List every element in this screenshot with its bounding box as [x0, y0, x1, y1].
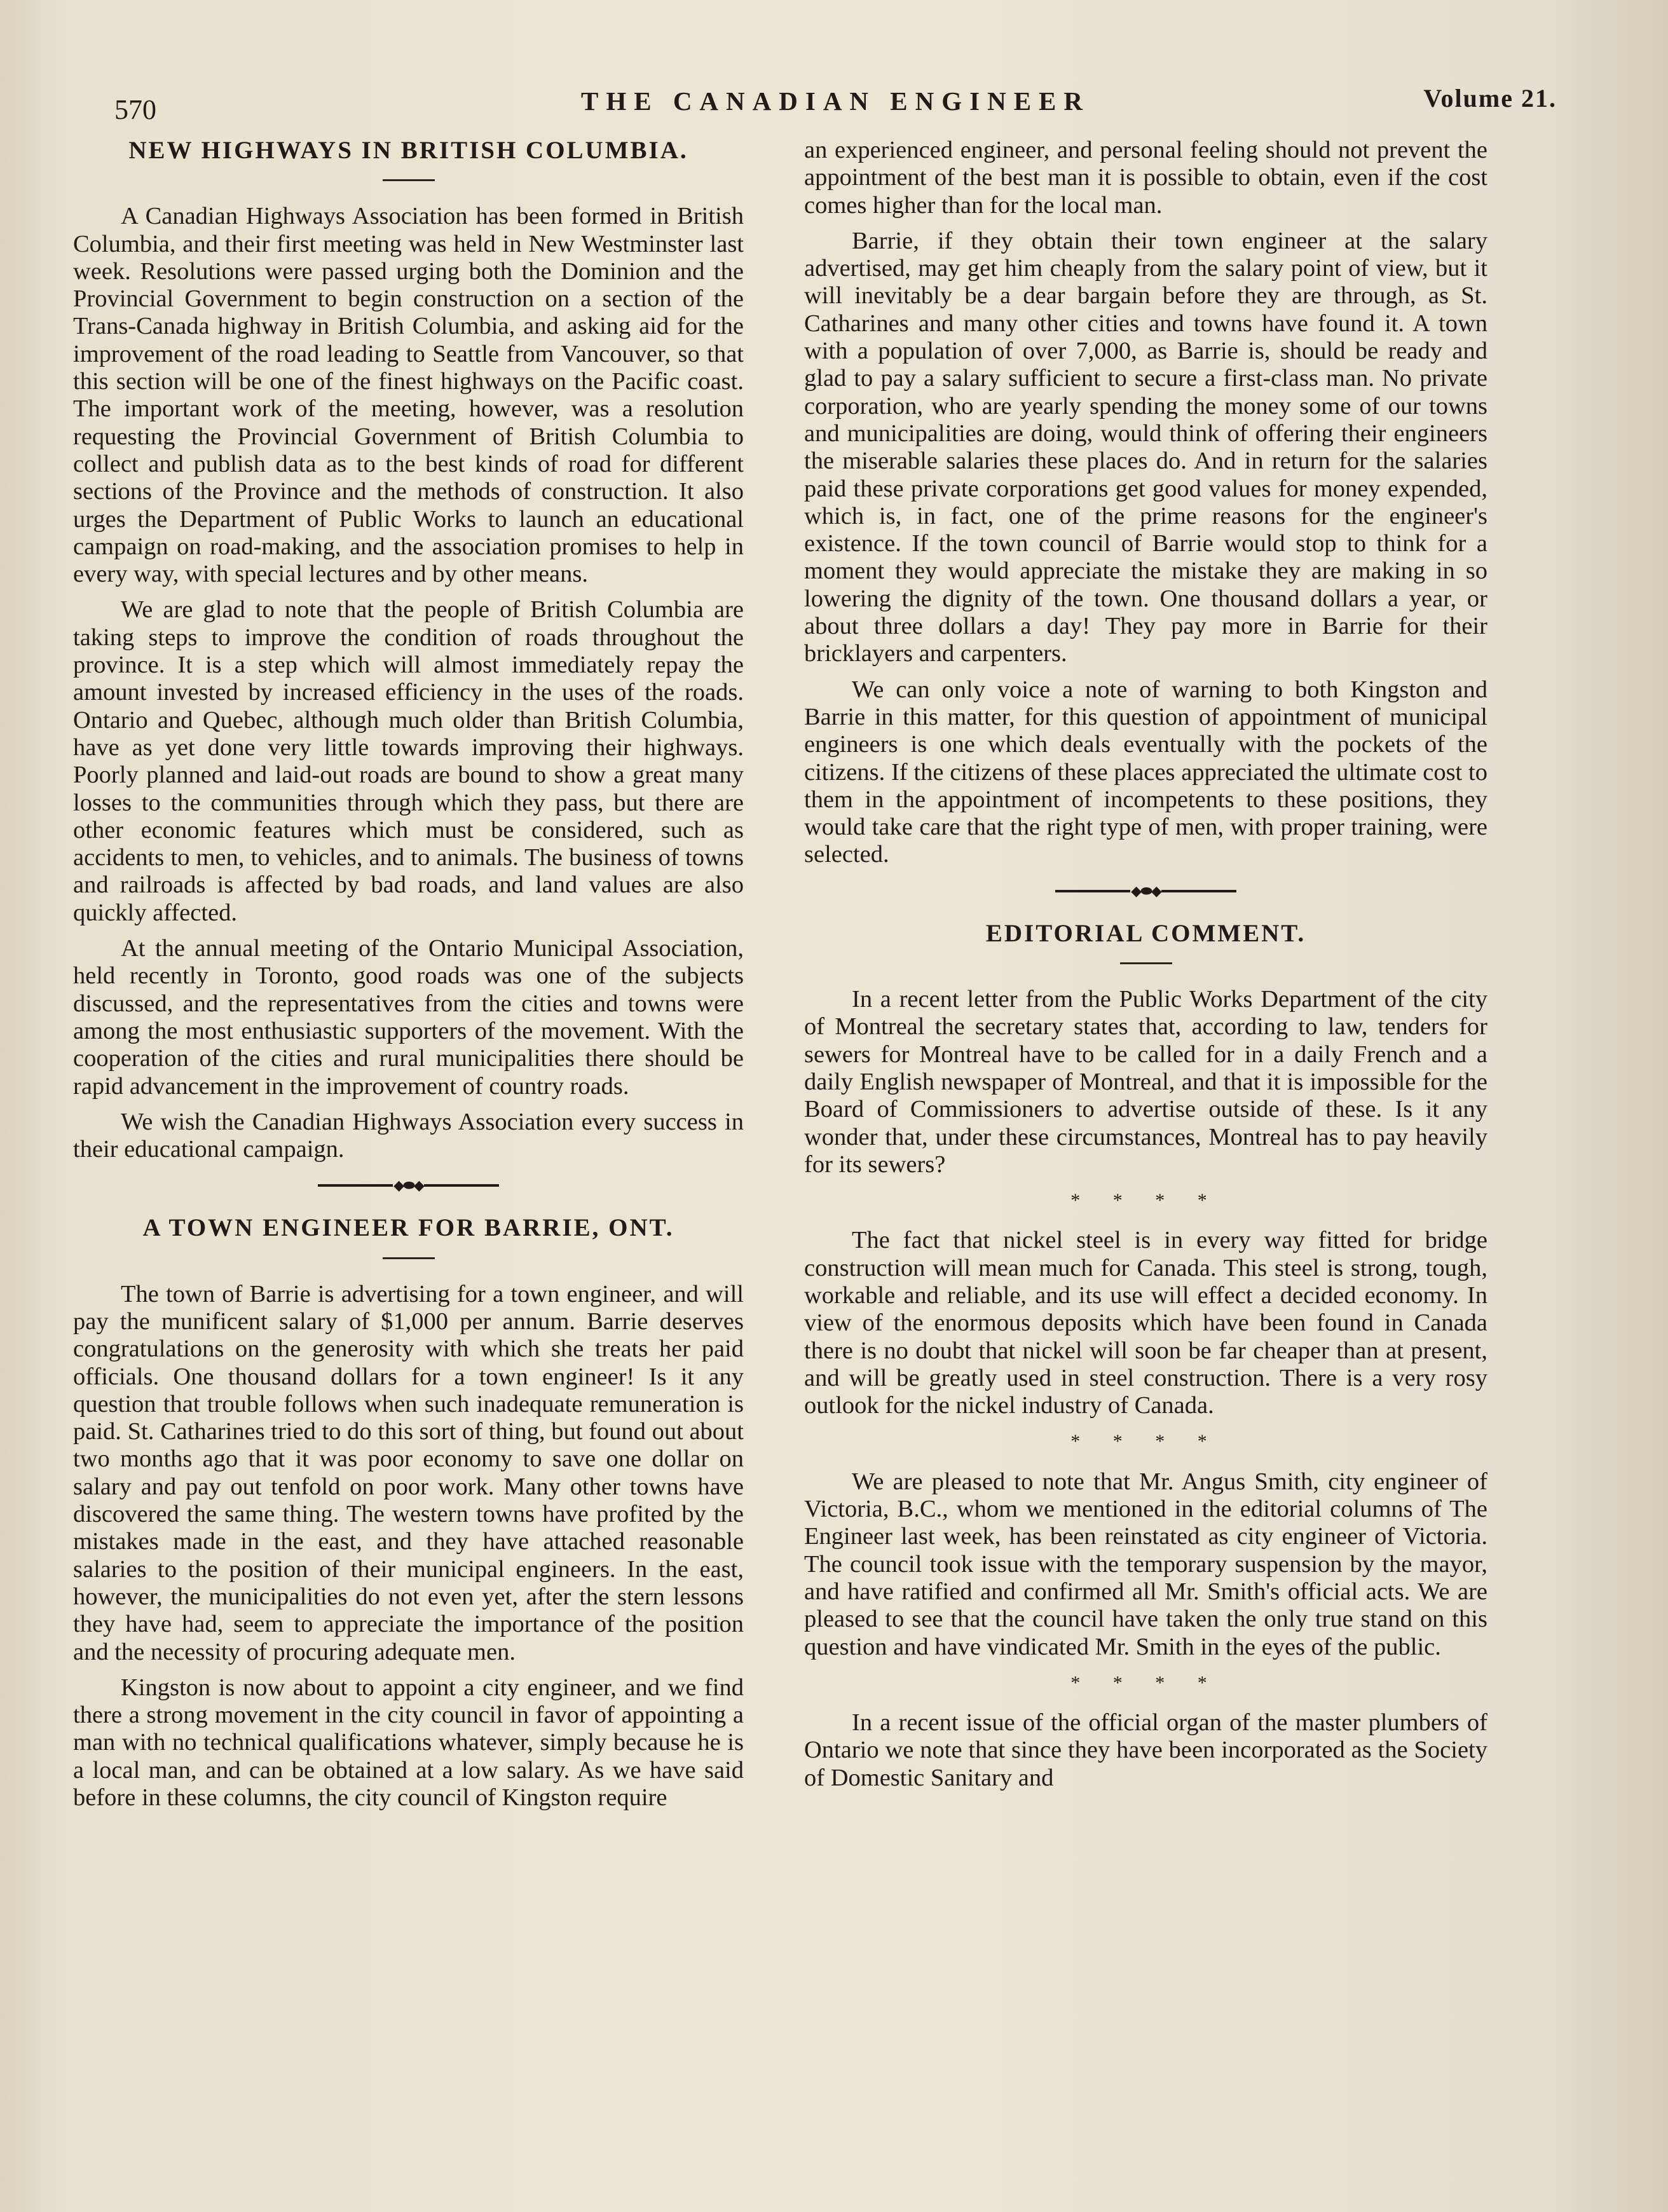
star-separator: * * * *	[1070, 1431, 1221, 1452]
running-title: THE CANADIAN ENGINEER	[580, 86, 1090, 116]
editorial-item: In a recent letter from the Public Works Department of the city of Montreal the secretary states that, according to law, tenders for sewers for Montreal have to be called for in a daily French and a daily English newspaper of Montreal, and that it is impossible for the Board of Commissioners to advertise outside of these. Is it any wonder that, under these circumstances, Montreal has to pay heavily for its sewers?	[804, 986, 1487, 1178]
article-title: NEW HIGHWAYS IN BRITISH COLUMBIA.	[128, 137, 688, 164]
article-paragraph: Barrie, if they obtain their town engineer at the salary advertised, may get him cheaply from the salary point of view, but it will inevitably be a dear bargain before they are through, as St. Catharines and many other cities and towns have found it. A town with a population of over 7,000, as Barrie is, should be ready and glad to pay a salary sufficient to secure a first-class man. No private corporation, who are yearly spending the money some of our towns and municipalities are doing, would think of offering their engineers the miserable salaries these places do. And in return for the salaries paid these private corporations get good values for money expended, which is, in fact, one of the prime reasons for the engineer's existence. If the town council of Barrie would stop to think for a moment they would appreciate the mistake they are making in so lowering the dignity of the town. One thousand dollars a year, or about three dollars a day! They pay more in Barrie for their bricklayers and carpenters.	[804, 227, 1487, 667]
star-separator: * * * *	[1070, 1672, 1221, 1693]
article-new-highways	[73, 137, 744, 1163]
title-rule	[383, 1257, 435, 1259]
article-title: A TOWN ENGINEER FOR BARRIE, ONT.	[142, 1214, 674, 1242]
section-divider-ornament: ◆⬬◆	[73, 1178, 744, 1192]
article-paragraph-continued: an experienced engineer, and personal feeling should not prevent the appointment of the best man it is possible to obtain, even if the cost comes higher than for the local man.	[804, 137, 1487, 219]
volume-label: Volume 21.	[1423, 84, 1557, 113]
editorial-item: The fact that nickel steel is in every way fitted for bridge construction will mean much for Canada. This steel is strong, tough, workable and reliable, and its use will effect a decided economy. In view of the enormous deposits which have been found in Canada there is no doubt that nickel will soon be far cheaper than at present, and will be greatly used in steel construction. There is a very rosy outlook for the nickel industry of Canada.	[804, 1227, 1487, 1419]
article-paragraph: At the annual meeting of the Ontario Municipal Association, held recently in Toronto, good roads was one of the subjects discussed, and the representatives from the cities and towns were among the most enthusiastic supporters of the movement. With the cooperation of the cities and rural municipalities there should be rapid advancement in the improvement of country roads.	[73, 935, 744, 1100]
section-title: EDITORIAL COMMENT.	[985, 919, 1306, 947]
right-column	[804, 137, 1487, 1800]
article-paragraph: Kingston is now about to appoint a city engineer, and we find there a strong movement in the city council in favor of appointing a man with no technical qualifications whatever, simply because he is a local man, and can be obtained at a low salary. As we have said before in these columns, the city council of Kingston require	[73, 1674, 744, 1812]
title-rule	[1120, 962, 1172, 964]
article-paragraph: A Canadian Highways Association has been formed in British Columbia, and their first meeting was held in New Westminster last week. Resolutions were passed urging both the Dominion and the Provincial Government to begin construction on a section of the Trans-Canada highway in British Columbia, and asking aid for the improvement of the road leading to Seattle from Vancouver, so that this section will be one of the finest highways on the Pacific coast. The important work of the meeting, however, was a resolution requesting the Provincial Government of British Columbia to collect and publish data as to the best kinds of road for different sections of the Province and the methods of construction. It also urges the Department of Public Works to launch an educational campaign on road-making, and the association promises to help in every way, with special lectures and by other means.	[73, 203, 744, 588]
article-paragraph: We can only voice a note of warning to both Kingston and Barrie in this matter, for this question of appointment of municipal engineers is one which deals eventually with the pockets of the citizens. If the citizens of these places appreciated the ultimate cost to them in the appointment of incompetents to these positions, they would take care that the right type of men, with proper training, were selected.	[804, 676, 1487, 868]
article-paragraph: We are glad to note that the people of British Columbia are taking steps to improve the condition of roads throughout the province. It is a step which will almost immediately repay the amount invested by increased efficiency in the uses of the roads. Ontario and Quebec, although much older than British Columbia, have as yet done very little towards improving their highways. Poorly planned and laid-out roads are bound to show a great many losses to the communities through which they pass, but there are other economic features which must be considered, such as accidents to men, to vehicles, and to animals. The business of towns and railroads is affected by bad roads, and land values are also quickly affected.	[73, 596, 744, 926]
editorial-item: We are pleased to note that Mr. Angus Smith, city engineer of Victoria, B.C., whom we mentioned in the editorial columns of The Engineer last week, has been reinstated as city engineer of Victoria. The council took issue with the temporary suspension by the mayor, and have ratified and confirmed all Mr. Smith's official acts. We are pleased to see that the council have taken the only true stand on this question and have vindicated Mr. Smith in the eyes of the public.	[804, 1468, 1487, 1660]
editorial-comment	[804, 920, 1487, 1792]
editorial-item: In a recent issue of the official organ of the master plumbers of Ontario we note that since they have been incorporated as the Society of Domestic Sanitary and	[804, 1709, 1487, 1791]
star-separator: * * * *	[1070, 1190, 1221, 1212]
article-town-engineer	[73, 1214, 744, 1812]
article-paragraph: We wish the Canadian Highways Association every success in their educational campaign.	[73, 1108, 744, 1163]
left-column	[73, 137, 744, 1820]
article-paragraph: The town of Barrie is advertising for a town engineer, and will pay the munificent salary of $1,000 per annum. Barrie deserves congratulations on the generosity with which she treats her paid officials. One thousand dollars for a town engineer! Is it any question that trouble follows when such inadequate remuneration is paid. St. Catharines tried to do this sort of thing, but found out about two months ago that it was poor economy to save one dollar on salary and pay out tenfold on poor work. Many other towns have discovered the same thing. The western towns have profited by the mistakes made in the east, and they have attached reasonable salaries to the position of their municipal engineers. In the east, however, the municipalities do not even yet, after the stern lessons they have had, seem to appreciate the importance of the position and the necessity of procuring adequate men.	[73, 1280, 744, 1665]
running-header	[114, 79, 1557, 124]
page-number: 570	[114, 94, 156, 125]
section-divider-ornament: ◆⬬◆	[804, 884, 1487, 898]
title-rule	[383, 179, 435, 181]
